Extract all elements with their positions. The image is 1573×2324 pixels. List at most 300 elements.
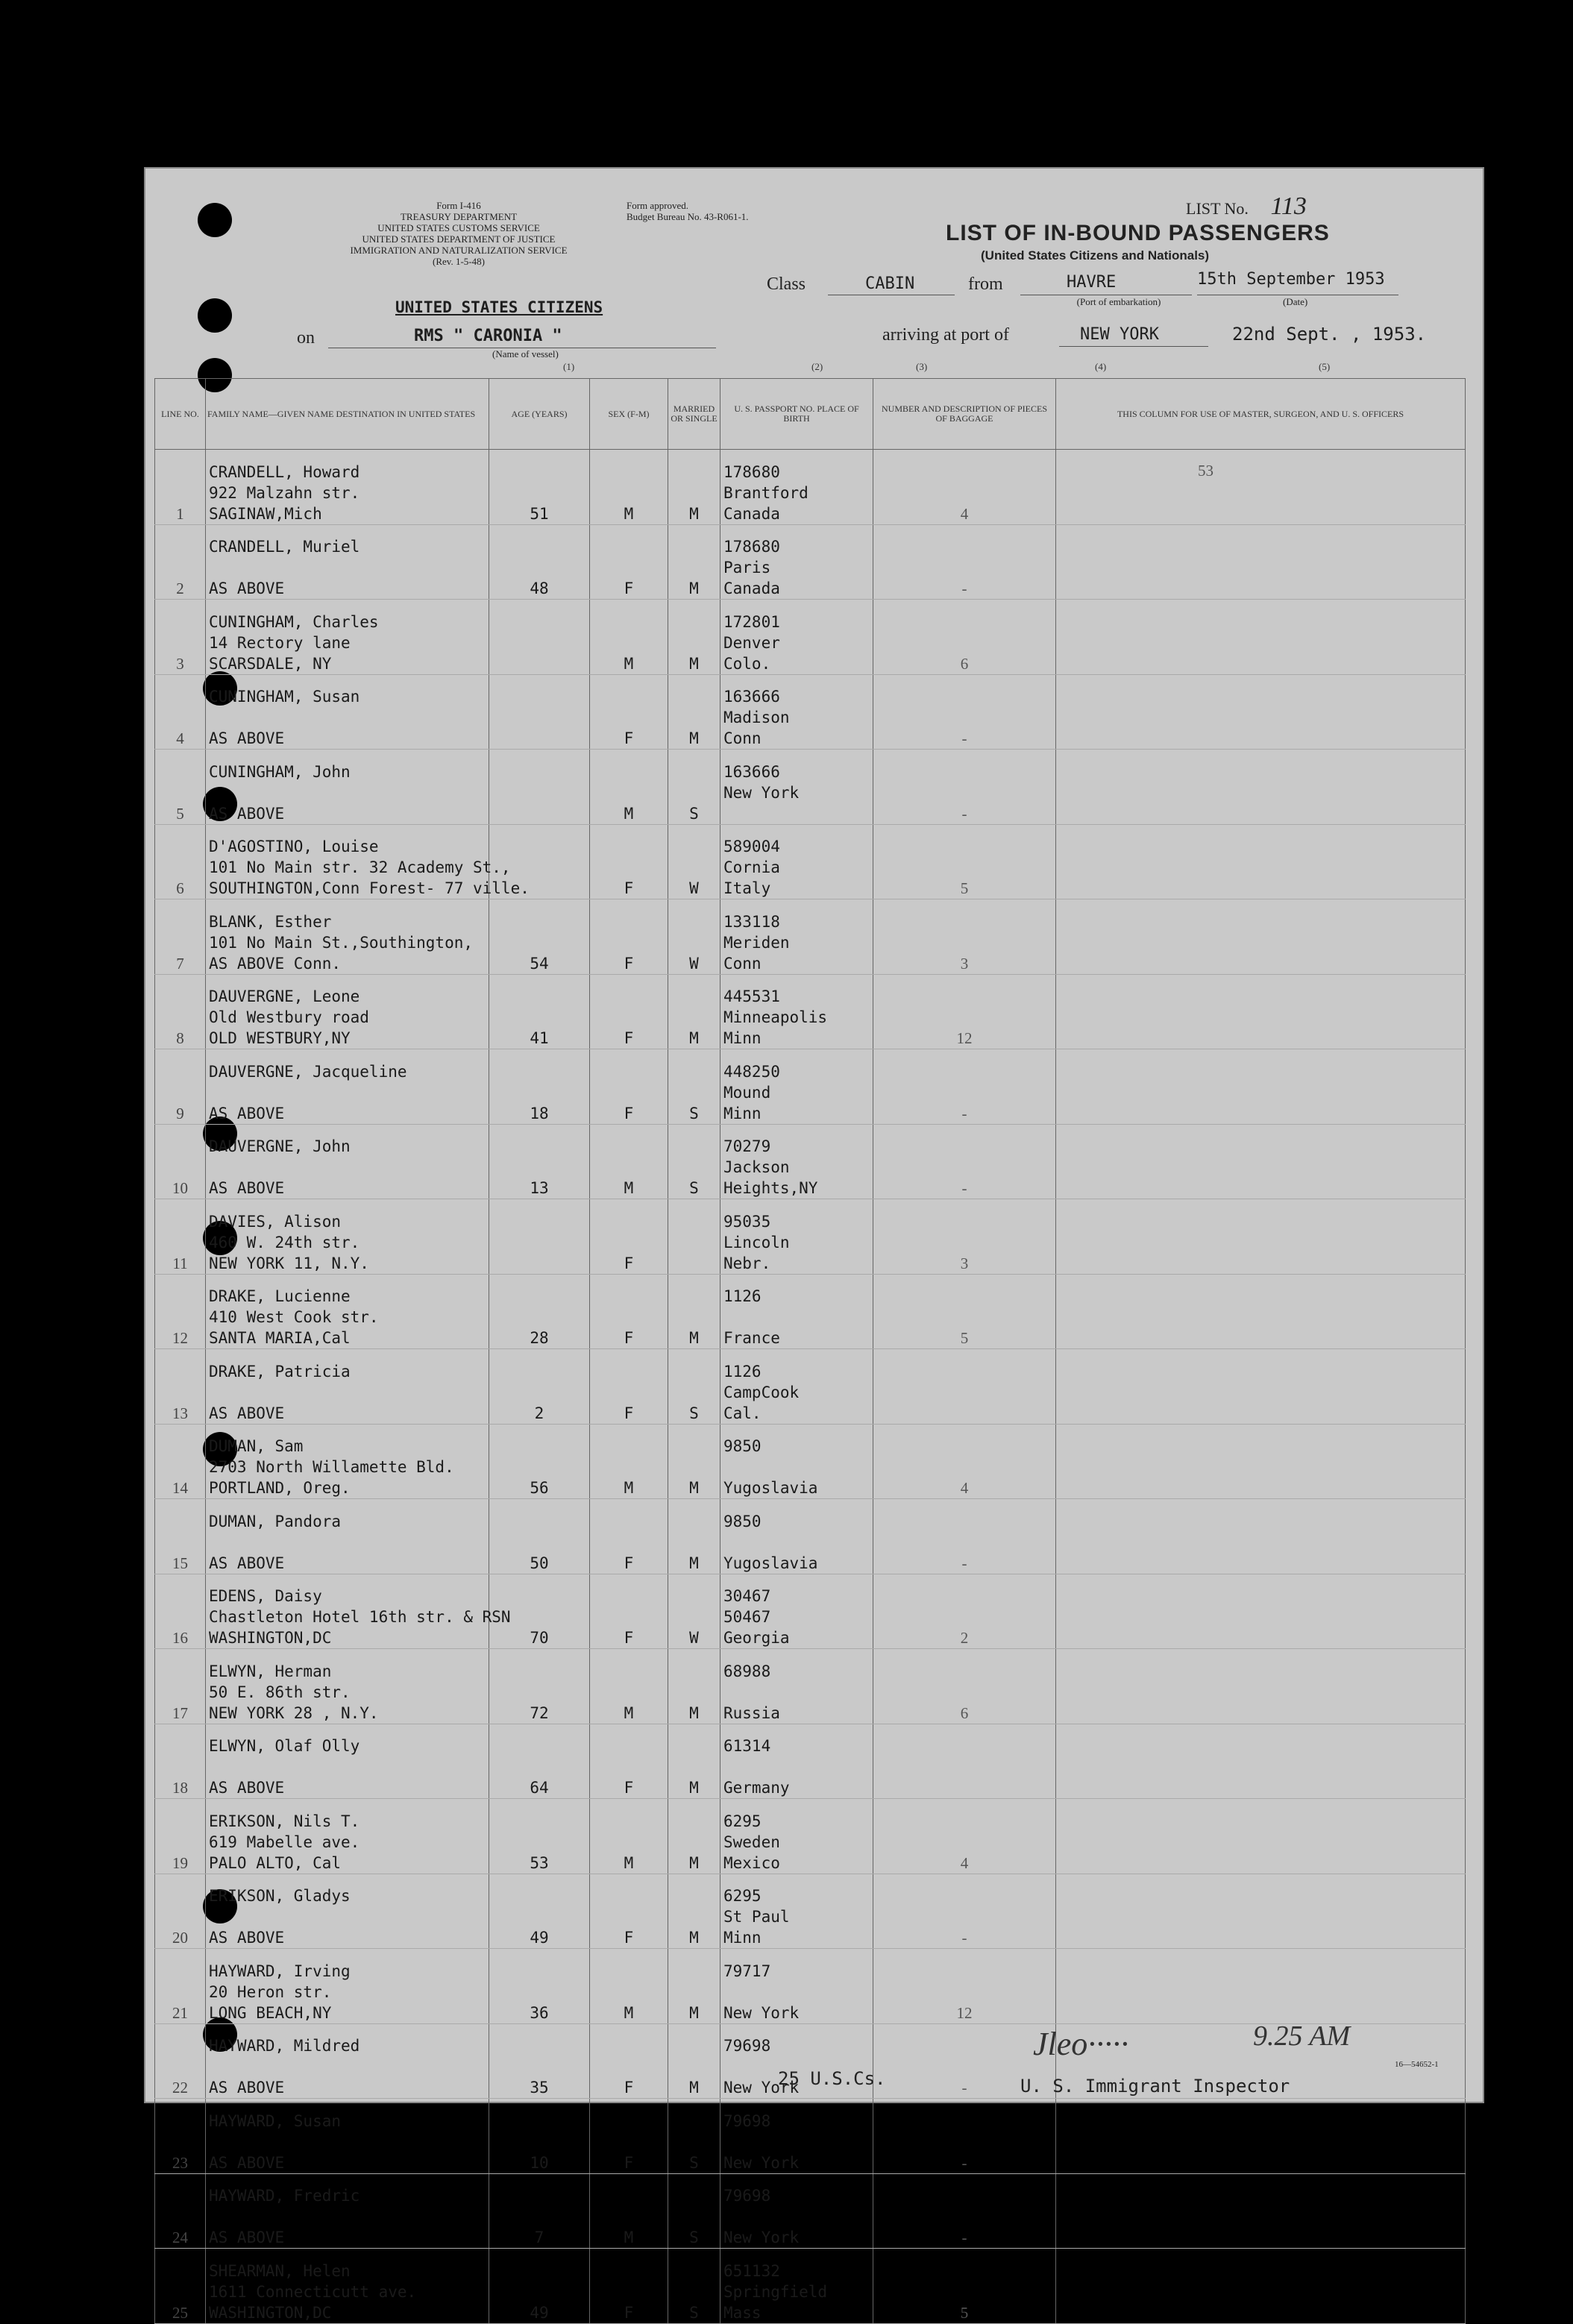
line-number: 16 xyxy=(155,1574,206,1649)
col-num-5: (5) xyxy=(1319,361,1331,372)
address-line xyxy=(209,2206,486,2227)
passenger-name: CUNINGHAM, Charles xyxy=(209,612,379,631)
table-row xyxy=(155,524,1466,600)
age xyxy=(489,1199,590,1275)
passenger-name-destination xyxy=(206,1124,489,1199)
birthplace-country: New York xyxy=(723,2229,800,2246)
line-number: 2 xyxy=(155,524,206,600)
passenger-name-destination xyxy=(206,1199,489,1275)
passenger-name: HAYWARD, Fredric xyxy=(209,2187,360,2205)
passport-birthplace xyxy=(720,2173,873,2249)
birthplace-country: Heights,NY xyxy=(723,1179,818,1197)
baggage-count: 4 xyxy=(873,1799,1056,1874)
sex: M xyxy=(590,1949,668,2024)
passport-number: 178680 xyxy=(723,538,780,556)
col-num-1: (1) xyxy=(563,361,575,372)
birthplace-country: Conn xyxy=(723,729,762,747)
marital-status: M xyxy=(668,1274,720,1349)
officer-note xyxy=(1056,2249,1466,2324)
marital-status: M xyxy=(668,600,720,675)
passenger-name-destination xyxy=(206,1949,489,2024)
age: 7 xyxy=(489,2173,590,2249)
passenger-name-destination xyxy=(206,2023,489,2099)
age: 64 xyxy=(489,1724,590,1799)
port-embark-caption: (Port of embarkation) xyxy=(1076,296,1161,307)
passenger-name-destination xyxy=(206,1799,489,1874)
city-line: AS ABOVE Conn. xyxy=(209,954,342,973)
marital-status: M xyxy=(668,1874,720,1949)
line-number: 14 xyxy=(155,1424,206,1499)
address-line xyxy=(209,2132,486,2152)
arrival-port: NEW YORK xyxy=(1080,325,1159,344)
age: 56 xyxy=(489,1424,590,1499)
birthplace-country: Yugoslavia xyxy=(723,1554,818,1572)
line-number: 6 xyxy=(155,824,206,899)
baggage-count: 5 xyxy=(873,1274,1056,1349)
age: 35 xyxy=(489,2023,590,2099)
city-line: AS ABOVE xyxy=(209,1779,285,1797)
baggage-count: 5 xyxy=(873,824,1056,899)
birthplace-country: Cal. xyxy=(723,1404,762,1422)
city-line: AS ABOVE xyxy=(209,580,285,597)
baggage-count: - xyxy=(873,674,1056,750)
birthplace-line: Sweden xyxy=(723,1832,780,1851)
passenger-name: DAUVERGNE, Jacqueline xyxy=(209,1062,407,1081)
city-line: AS ABOVE xyxy=(209,804,285,823)
passport-birthplace xyxy=(720,1124,873,1199)
birthplace-country: Canada xyxy=(723,580,780,597)
citizen-count: 25 U.S.Cs. xyxy=(778,2068,886,2089)
birthplace-line xyxy=(723,1982,870,2003)
passenger-name-destination xyxy=(206,524,489,600)
birthplace-country: New York xyxy=(723,2003,800,2022)
birthplace-line xyxy=(723,1756,870,1777)
table-row xyxy=(155,1724,1466,1799)
birthplace-country: Germany xyxy=(723,1779,790,1797)
passenger-name: EDENS, Daisy xyxy=(209,1587,322,1605)
col-num-3: (3) xyxy=(916,361,928,372)
passport-number: 448250 xyxy=(723,1062,780,1081)
passport-number: 30467 xyxy=(723,1587,771,1605)
officer-note xyxy=(1056,1199,1466,1275)
justice-dept: UNITED STATES DEPARTMENT OF JUSTICE xyxy=(362,233,556,245)
birthplace-line: CampCook xyxy=(723,1383,800,1401)
marital-status: M xyxy=(668,974,720,1049)
line-number: 1 xyxy=(155,450,206,525)
baggage-count: - xyxy=(873,524,1056,600)
city-line: AS ABOVE xyxy=(209,1929,285,1947)
passport-number: 61314 xyxy=(723,1737,771,1755)
sex: M xyxy=(590,1424,668,1499)
age: 13 xyxy=(489,1124,590,1199)
class-value: CABIN xyxy=(865,274,915,293)
binder-hole xyxy=(198,203,232,237)
sex: F xyxy=(590,899,668,975)
passport-birthplace xyxy=(720,2249,873,2324)
vessel-name: RMS " CARONIA " xyxy=(414,327,562,345)
officer-note xyxy=(1056,899,1466,975)
passport-number: 95035 xyxy=(723,1212,771,1231)
passenger-name: CUNINGHAM, Susan xyxy=(209,688,360,706)
birthplace-line: St Paul xyxy=(723,1908,790,1926)
baggage-count xyxy=(873,1724,1056,1799)
city-line: SANTA MARIA,Cal xyxy=(209,1329,351,1347)
baggage-count xyxy=(873,1349,1056,1425)
port-of-embarkation: HAVRE xyxy=(1067,273,1117,292)
city-line: PORTLAND, Oreg. xyxy=(209,1479,351,1497)
birthplace-country: Canada xyxy=(723,504,780,523)
officer-note xyxy=(1056,1949,1466,2024)
birthplace-line: Meriden xyxy=(723,933,790,952)
passport-number: 79698 xyxy=(723,2187,771,2205)
passenger-name-destination xyxy=(206,1649,489,1724)
sex: F xyxy=(590,1499,668,1574)
passport-birthplace xyxy=(720,2099,873,2174)
sex: F xyxy=(590,974,668,1049)
passport-birthplace xyxy=(720,674,873,750)
passenger-name: DRAKE, Patricia xyxy=(209,1362,351,1381)
line-number: 3 xyxy=(155,600,206,675)
birthplace-country: Yugoslavia xyxy=(723,1479,818,1497)
passenger-name-destination xyxy=(206,1049,489,1125)
passenger-name-destination xyxy=(206,450,489,525)
age: 49 xyxy=(489,2249,590,2324)
sex: M xyxy=(590,1799,668,1874)
marital-status: M xyxy=(668,1799,720,1874)
passport-birthplace xyxy=(720,1049,873,1125)
officer-note xyxy=(1056,750,1466,825)
officer-note xyxy=(1056,524,1466,600)
birthplace-country: Minn xyxy=(723,1029,762,1047)
age: 72 xyxy=(489,1649,590,1724)
birthplace-country: Nebr. xyxy=(723,1254,771,1272)
passport-birthplace xyxy=(720,974,873,1049)
passport-number: 9850 xyxy=(723,1437,762,1455)
address-line: 101 No Main str. 32 Academy St., xyxy=(209,858,511,876)
header-line-no: LINE NO. xyxy=(155,379,206,450)
on-label: on xyxy=(297,328,315,348)
officer-note xyxy=(1056,674,1466,750)
passport-birthplace xyxy=(720,1349,873,1425)
passenger-name: SHEARMAN, Helen xyxy=(209,2261,351,2280)
passport-number: 79717 xyxy=(723,1962,771,1980)
form-approved: Form approved. xyxy=(627,200,689,211)
age: 36 xyxy=(489,1949,590,2024)
approval-block xyxy=(627,200,798,222)
address-line: 619 Mabelle ave. xyxy=(209,1832,360,1851)
age: 2 xyxy=(489,1349,590,1425)
passport-birthplace xyxy=(720,1724,873,1799)
passenger-name: CRANDELL, Muriel xyxy=(209,538,360,556)
passport-birthplace xyxy=(720,1274,873,1349)
passport-birthplace xyxy=(720,1874,873,1949)
list-number-row xyxy=(1186,192,1307,221)
marital-status: S xyxy=(668,2249,720,2324)
birthplace-country: Georgia xyxy=(723,1629,790,1647)
address-line: 101 No Main St.,Southington, xyxy=(209,933,474,952)
table-row xyxy=(155,750,1466,825)
sex: F xyxy=(590,1724,668,1799)
age: 48 xyxy=(489,524,590,600)
city-line: AS ABOVE xyxy=(209,2153,285,2172)
officer-note xyxy=(1056,1124,1466,1199)
date-caption: (Date) xyxy=(1283,296,1308,307)
birthplace-country xyxy=(723,803,870,824)
sex: F xyxy=(590,2099,668,2174)
birthplace-country: Minn xyxy=(723,1929,762,1947)
col-num-4: (4) xyxy=(1095,361,1107,372)
address-line xyxy=(209,1906,486,1927)
treasury-dept: TREASURY DEPARTMENT xyxy=(400,211,518,222)
passenger-name-destination xyxy=(206,1499,489,1574)
marital-status: S xyxy=(668,1049,720,1125)
line-number: 11 xyxy=(155,1199,206,1275)
passport-birthplace xyxy=(720,750,873,825)
passport-birthplace xyxy=(720,524,873,600)
birthplace-line xyxy=(723,1307,870,1328)
birthplace-country: Russia xyxy=(723,1703,780,1722)
officer-note xyxy=(1056,600,1466,675)
officer-note xyxy=(1056,1649,1466,1724)
marital-status: W xyxy=(668,899,720,975)
table-row xyxy=(155,1799,1466,1874)
passport-birthplace xyxy=(720,1574,873,1649)
table-row xyxy=(155,2099,1466,2174)
passenger-name-destination xyxy=(206,2099,489,2174)
address-line: 50 E. 86th str. xyxy=(209,1683,351,1701)
budget-bureau: Budget Bureau No. 43-R061-1. xyxy=(627,211,749,222)
line-number: 19 xyxy=(155,1799,206,1874)
city-line: PALO ALTO, Cal xyxy=(209,1853,342,1872)
marital-status: S xyxy=(668,750,720,825)
age xyxy=(489,674,590,750)
baggage-count: 3 xyxy=(873,1199,1056,1275)
arrival-date: 22nd Sept. , 1953. xyxy=(1232,324,1427,345)
customs-service: UNITED STATES CUSTOMS SERVICE xyxy=(377,222,540,233)
baggage-count: 12 xyxy=(873,1949,1056,2024)
col-num-2: (2) xyxy=(811,361,823,372)
birthplace-line xyxy=(723,2206,870,2227)
city-line: NEW YORK 28 , N.Y. xyxy=(209,1703,379,1722)
passenger-name: HAYWARD, Irving xyxy=(209,1962,351,1980)
address-line: 20 Heron str. xyxy=(209,1982,332,2001)
passport-number: 1126 xyxy=(723,1287,762,1305)
officer-note xyxy=(1056,824,1466,899)
age xyxy=(489,750,590,825)
age: 54 xyxy=(489,899,590,975)
city-line: AS ABOVE xyxy=(209,2229,285,2246)
baggage-count: 4 xyxy=(873,1424,1056,1499)
address-line xyxy=(209,1082,486,1103)
line-number: 22 xyxy=(155,2023,206,2099)
passport-birthplace xyxy=(720,450,873,525)
list-no-value: 113 xyxy=(1270,192,1307,220)
city-line: AS ABOVE xyxy=(209,1404,285,1422)
table-header-row xyxy=(155,379,1466,450)
sex: M xyxy=(590,600,668,675)
header-officers: THIS COLUMN FOR USE OF MASTER, SURGEON, AND U. S. OFFICERS xyxy=(1056,379,1466,450)
address-line xyxy=(209,1756,486,1777)
age: 51 xyxy=(489,450,590,525)
address-line: 2703 North Willamette Bld. xyxy=(209,1458,454,1476)
passport-number: 9850 xyxy=(723,1512,762,1530)
address-line: 1611 Connecticutt ave. xyxy=(209,2282,417,2301)
officer-note xyxy=(1056,1574,1466,1649)
marital-status xyxy=(668,1199,720,1275)
table-row xyxy=(155,1499,1466,1574)
line-number: 17 xyxy=(155,1649,206,1724)
passport-birthplace xyxy=(720,1499,873,1574)
marital-status: W xyxy=(668,1574,720,1649)
marital-status: M xyxy=(668,674,720,750)
birthplace-line: Springfield xyxy=(723,2282,828,2301)
baggage-count: - xyxy=(873,2023,1056,2099)
passenger-name-destination xyxy=(206,674,489,750)
city-line: WASHINGTON,DC xyxy=(209,2303,332,2322)
passport-number: 1126 xyxy=(723,1362,762,1381)
table-row xyxy=(155,450,1466,525)
header-baggage: NUMBER AND DESCRIPTION OF PIECES OF BAGGAGE xyxy=(873,379,1056,450)
address-line: 922 Malzahn str. xyxy=(209,483,360,502)
baggage-count: 6 xyxy=(873,1649,1056,1724)
marital-status: M xyxy=(668,524,720,600)
age: 50 xyxy=(489,1499,590,1574)
table-row xyxy=(155,1049,1466,1125)
birthplace-line: Paris xyxy=(723,559,771,577)
passenger-name: DRAKE, Lucienne xyxy=(209,1287,351,1305)
line-number: 20 xyxy=(155,1874,206,1949)
address-line xyxy=(209,2056,486,2077)
marital-status: M xyxy=(668,1499,720,1574)
officer-note xyxy=(1056,1424,1466,1499)
table-row xyxy=(155,974,1466,1049)
marital-status: M xyxy=(668,1949,720,2024)
marital-status: M xyxy=(668,1724,720,1799)
passenger-name: DUMAN, Sam xyxy=(209,1437,304,1455)
page-title: LIST OF IN-BOUND PASSENGERS xyxy=(946,221,1330,245)
age: 18 xyxy=(489,1049,590,1125)
marital-status: M xyxy=(668,2023,720,2099)
passenger-name-destination xyxy=(206,1724,489,1799)
address-line: 410 West Cook str. xyxy=(209,1308,379,1326)
print-code: 16—54652-1 xyxy=(1395,2060,1439,2069)
passenger-name-destination xyxy=(206,1574,511,1649)
passport-number: 6295 xyxy=(723,1887,762,1905)
passenger-name-destination xyxy=(206,1874,489,1949)
birthplace-line: Madison xyxy=(723,709,790,726)
birthplace-line: Jackson xyxy=(723,1158,790,1176)
line-number: 8 xyxy=(155,974,206,1049)
baggage-count: - xyxy=(873,1049,1056,1125)
city-line: SAGINAW,Mich xyxy=(209,504,322,523)
address-line xyxy=(209,782,486,803)
birthplace-country: Colo. xyxy=(723,654,771,673)
sex: F xyxy=(590,524,668,600)
officer-note xyxy=(1056,1874,1466,1949)
header-name: FAMILY NAME—GIVEN NAME DESTINATION IN UNITED STATES xyxy=(206,379,489,450)
binder-hole xyxy=(198,298,232,333)
marital-status: S xyxy=(668,2099,720,2174)
age: 70 xyxy=(489,1574,590,1649)
baggage-count: - xyxy=(873,2099,1056,2174)
birthplace-country: New York xyxy=(723,2153,800,2172)
birthplace-line xyxy=(723,1532,870,1553)
line-number: 7 xyxy=(155,899,206,975)
baggage-count: 12 xyxy=(873,974,1056,1049)
table-row xyxy=(155,1424,1466,1499)
age: 41 xyxy=(489,974,590,1049)
line-number: 25 xyxy=(155,2249,206,2324)
sex: F xyxy=(590,1274,668,1349)
passport-number: 6295 xyxy=(723,1812,762,1830)
table-row xyxy=(155,1574,1466,1649)
passport-number: 445531 xyxy=(723,987,780,1005)
passenger-name: ERIKSON, Gladys xyxy=(209,1887,351,1905)
page-subtitle: (United States Citizens and Nationals) xyxy=(981,248,1210,263)
city-line: SOUTHINGTON,Conn Forest- 77 ville. xyxy=(209,879,530,897)
sex: F xyxy=(590,1199,668,1275)
address-line: 460 W. 24th str. xyxy=(209,1233,360,1251)
header-age: AGE (YEARS) xyxy=(489,379,590,450)
list-no-label: LIST No. xyxy=(1186,199,1249,218)
passport-number: 70279 xyxy=(723,1137,771,1155)
city-line: AS ABOVE xyxy=(209,729,285,747)
line-number: 5 xyxy=(155,750,206,825)
line-number: 21 xyxy=(155,1949,206,2024)
city-line: AS ABOVE xyxy=(209,1554,285,1572)
birthplace-line: Lincoln xyxy=(723,1233,790,1251)
passport-number: 133118 xyxy=(723,912,780,931)
passport-birthplace xyxy=(720,824,873,899)
age xyxy=(489,600,590,675)
address-line: 14 Rectory lane xyxy=(209,633,351,652)
passport-number: 68988 xyxy=(723,1662,771,1680)
birthplace-country: France xyxy=(723,1329,780,1347)
sex: F xyxy=(590,1349,668,1425)
sex: M xyxy=(590,1124,668,1199)
class-label: Class xyxy=(767,274,806,294)
marital-status: M xyxy=(668,450,720,525)
officer-note: 53 xyxy=(1056,450,1466,525)
departure-date: 15th September 1953 xyxy=(1197,270,1385,289)
birthplace-country: Mass xyxy=(723,2303,762,2322)
birthplace-line: Brantford xyxy=(723,483,809,502)
city-line: AS ABOVE xyxy=(209,1179,285,1197)
sex: M xyxy=(590,450,668,525)
officer-note xyxy=(1056,1274,1466,1349)
inspector-label: U. S. Immigrant Inspector xyxy=(1020,2076,1290,2097)
from-label: from xyxy=(968,274,1003,294)
line-number: 15 xyxy=(155,1499,206,1574)
passenger-name: DUMAN, Pandora xyxy=(209,1512,342,1530)
birthplace-line: Cornia xyxy=(723,858,780,876)
table-row xyxy=(155,1199,1466,1275)
passport-birthplace xyxy=(720,1199,873,1275)
baggage-count: 3 xyxy=(873,899,1056,975)
passport-birthplace xyxy=(720,1424,873,1499)
city-line: OLD WESTBURY,NY xyxy=(209,1029,351,1047)
sex: F xyxy=(590,1874,668,1949)
passenger-name: DAUVERGNE, Leone xyxy=(209,987,360,1005)
passenger-name: BLANK, Esther xyxy=(209,912,332,931)
line-number: 9 xyxy=(155,1049,206,1125)
birthplace-line: Denver xyxy=(723,633,780,652)
passenger-name-destination xyxy=(206,600,489,675)
address-line xyxy=(209,557,486,578)
birthplace-country: Conn xyxy=(723,954,762,973)
baggage-count: 2 xyxy=(873,1574,1056,1649)
arriving-label: arriving at port of xyxy=(882,325,1009,345)
